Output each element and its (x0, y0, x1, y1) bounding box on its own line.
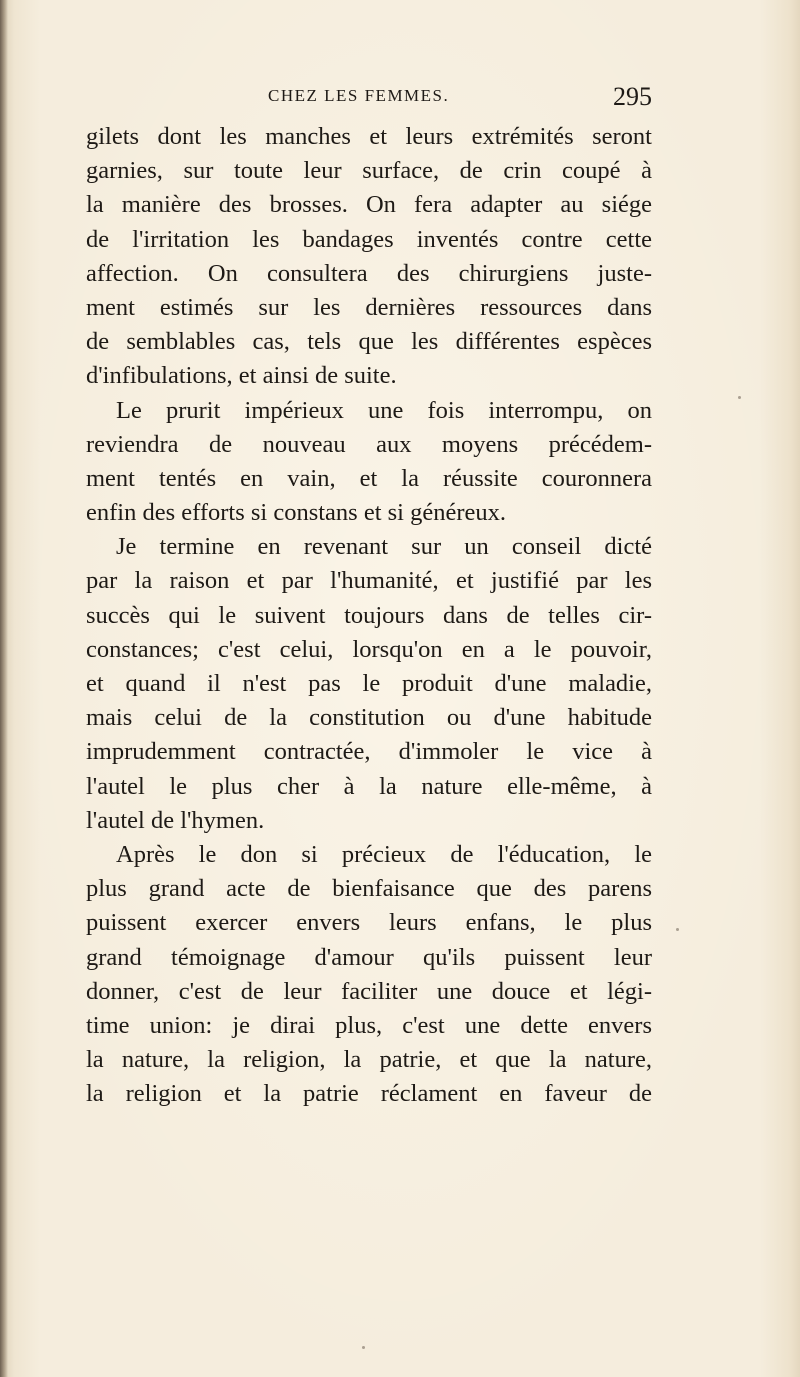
text-line: de semblables cas, tels que les différentes espèces (86, 328, 652, 356)
text-line: time union: je dirai plus, c'est une dette envers (86, 1011, 652, 1039)
body-text (86, 120, 652, 1111)
text-line: gilets dont les manches et leurs extrémités seront (86, 123, 652, 150)
text-line: affection. On consultera des chirurgiens juste- (86, 259, 652, 287)
text-line: ment tentés en vain, et la réussite couronnera (86, 464, 652, 492)
text-line: puissent exercer envers leurs enfans, le plus (86, 909, 652, 937)
text-line: et quand il n'est pas le produit d'une maladie, (86, 670, 652, 697)
text-line: reviendra de nouveau aux moyens précédem- (86, 430, 652, 458)
text-line: plus grand acte de bienfaisance que des parens (86, 875, 652, 903)
paragraph-start-line: Je termine en revenant sur un conseil dicté (116, 533, 652, 561)
running-title: CHEZ LES FEMMES. (268, 86, 450, 105)
text-line: mais celui de la constitution ou d'une habitude (86, 704, 652, 732)
text-line: la religion et la patrie réclament en faveur de (86, 1080, 652, 1108)
text-line: succès qui le suivent toujours dans de telles cir- (86, 601, 652, 629)
text-line: la nature, la religion, la patrie, et que la nature, (86, 1046, 652, 1074)
text-line: enfin des efforts si constans et si généreux. (86, 499, 507, 527)
text-line: par la raison et par l'humanité, et justifié par les (86, 567, 652, 595)
text-line: la manière des brosses. On fera adapter au siége (86, 191, 652, 219)
text-line: d'infibulations, et ainsi de suite. (86, 362, 397, 390)
text-line: ment estimés sur les dernières ressources dans (86, 293, 652, 321)
paper-speck (738, 396, 741, 399)
text-line: imprudemment contractée, d'immoler le vice à (86, 738, 652, 766)
page-binding-edge (0, 0, 8, 1377)
running-head (86, 82, 652, 116)
paper-speck (676, 928, 679, 931)
text-line: grand témoignage d'amour qu'ils puissent leur (86, 943, 652, 971)
paragraph-start-line: Après le don si précieux de l'éducation, le (116, 840, 652, 868)
paragraph-start-line: Le prurit impérieux une fois interrompu, on (116, 396, 652, 424)
text-line: constances; c'est celui, lorsqu'on en a le pouvoir, (86, 635, 652, 663)
text-line: l'autel de l'hymen. (86, 806, 265, 834)
text-line: donner, c'est de leur faciliter une douce et légi- (86, 977, 652, 1005)
text-line: de l'irritation les bandages inventés contre cette (86, 225, 652, 253)
text-line: l'autel le plus cher à la nature elle-même, à (86, 772, 652, 800)
paper-speck (362, 1346, 365, 1349)
page-number: 295 (613, 82, 652, 111)
text-line: garnies, sur toute leur surface, de crin coupé à (86, 157, 652, 185)
